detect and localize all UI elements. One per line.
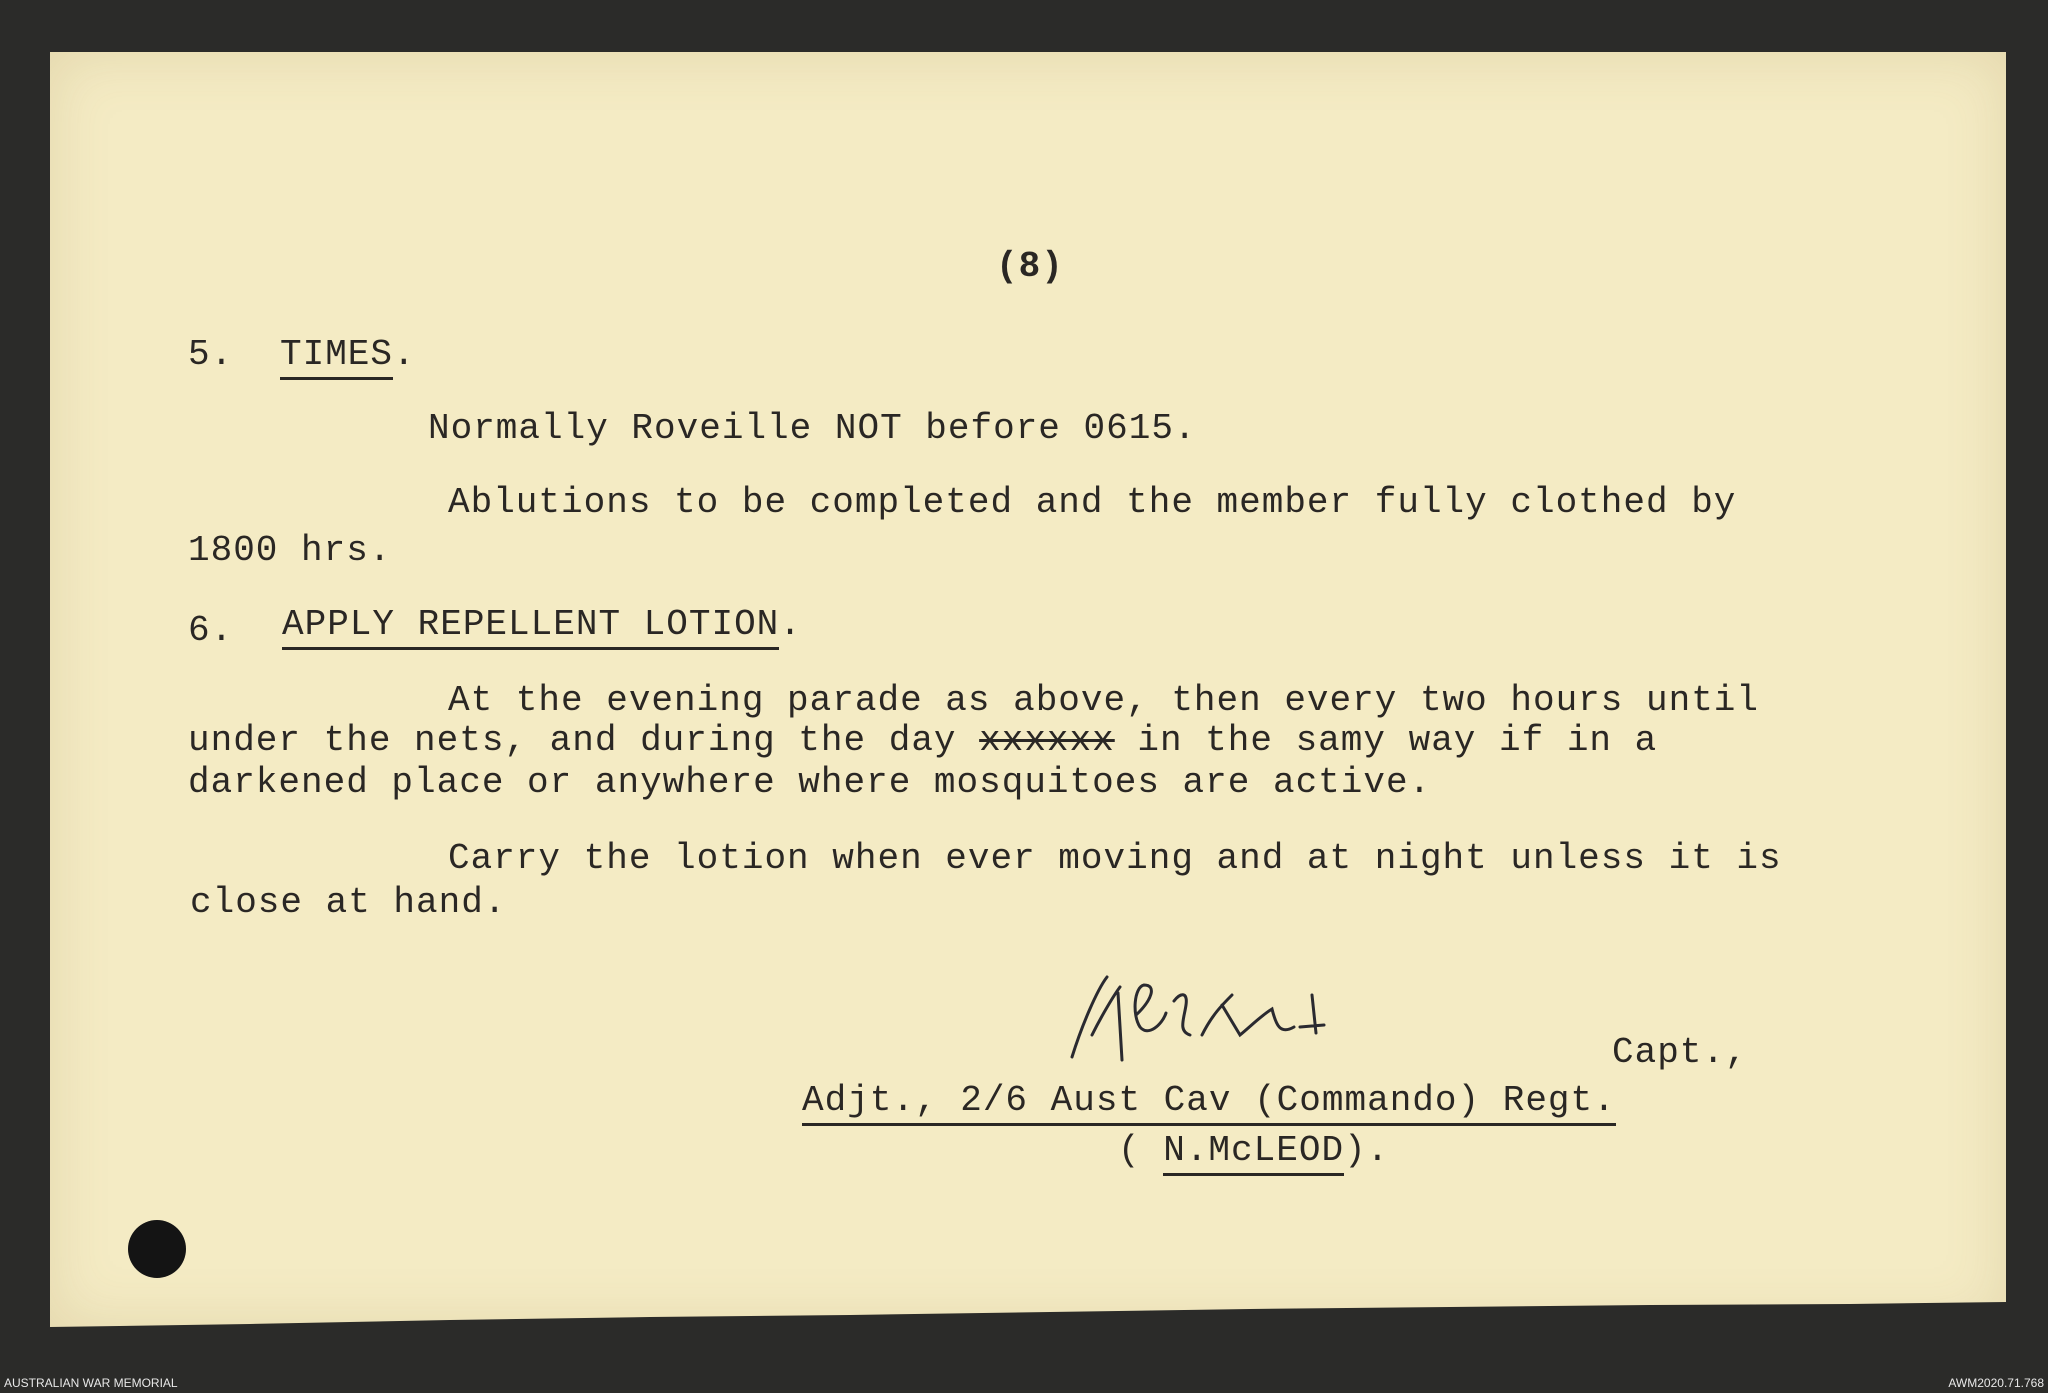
section-5-para-1: Normally Roveille NOT before 0615. — [428, 408, 1197, 449]
section-5-para-2-line-1: Ablutions to be completed and the member fully clothed by — [448, 482, 1737, 523]
section-6-number: 6. — [188, 610, 234, 651]
section-6-heading: APPLY REPELLENT LOTION — [282, 604, 779, 650]
footer-left: AUSTRALIAN WAR MEMORIAL — [4, 1376, 178, 1390]
section-6-heading-wrap — [282, 604, 802, 645]
section-5-heading: TIMES — [280, 334, 393, 380]
signatory-name: N.McLEOD — [1163, 1130, 1344, 1176]
page-number: (8) — [996, 246, 1064, 287]
section-6-para-1-line-1: At the evening parade as above, then every two hours until — [448, 680, 1760, 721]
section-5-heading-punct: . — [393, 334, 416, 375]
section-6-para-1-line-2-b: in the samy way if in a — [1114, 720, 1658, 761]
struck-out-word: xxxxxx — [979, 720, 1115, 761]
footer-right: AWM2020.71.768 — [1948, 1376, 2044, 1390]
section-5-para-2-line-2: 1800 hrs. — [188, 530, 392, 571]
section-6-para-1-line-2 — [188, 720, 1657, 761]
name-close-paren: ). — [1344, 1130, 1390, 1171]
section-6-para-2-line-2: close at hand. — [190, 882, 507, 923]
section-5-number: 5. — [188, 334, 234, 375]
torn-bottom-edge — [50, 1300, 2006, 1340]
section-5-heading-wrap — [280, 334, 416, 375]
signature-rank: Capt., — [1612, 1032, 1748, 1073]
name-open-paren: ( — [1118, 1130, 1141, 1171]
section-6-para-1-line-2-a: under the nets, and during the day — [188, 720, 980, 761]
section-6-para-2-line-1: Carry the lotion when ever moving and at night unless it is — [448, 838, 1782, 879]
punch-hole — [128, 1220, 186, 1278]
signature-title: Adjt., 2/6 Aust Cav (Commando) Regt. — [802, 1080, 1616, 1126]
signature-name-wrap — [1118, 1130, 1389, 1171]
handwritten-signature — [1062, 965, 1352, 1075]
signature-title-wrap — [802, 1080, 1616, 1121]
section-6-heading-punct: . — [779, 604, 802, 645]
section-6-para-1-line-3: darkened place or anywhere where mosquitoes are active. — [188, 762, 1432, 803]
